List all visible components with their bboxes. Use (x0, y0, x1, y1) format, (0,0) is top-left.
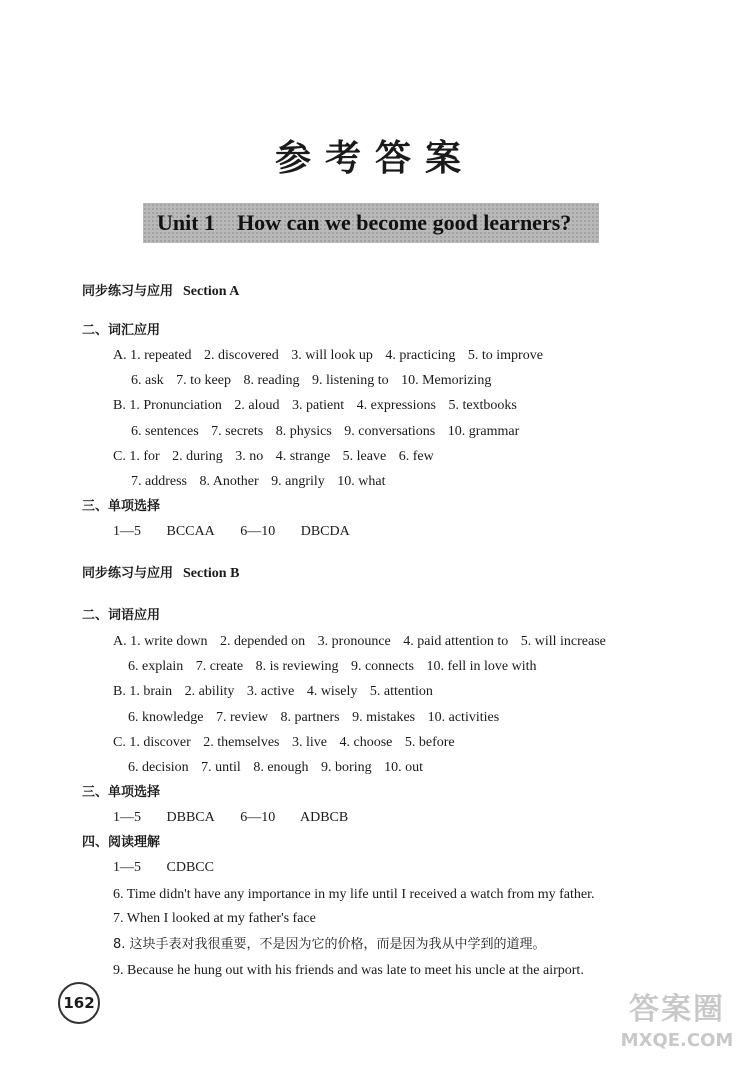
answer-item: 6. explain (128, 659, 184, 674)
answer-item: 5. to improve (467, 348, 543, 363)
answer-item: 2. depended on (220, 634, 306, 649)
answer-item: 5. before (404, 735, 455, 750)
answer-item: 3. patient (292, 398, 345, 413)
watermark-en: MXQE.COM (620, 1030, 734, 1051)
answer-item: 6. knowledge (128, 710, 204, 725)
sa-p3-answers (113, 523, 372, 541)
answer-range: 1—5 (113, 860, 141, 875)
answer-item: 9. listening to (311, 373, 389, 388)
page-number-badge: 162 (58, 982, 100, 1024)
answer-item: 5. attention (369, 684, 433, 699)
answer-item: 9. conversations (344, 424, 436, 439)
answer-item: 2. themselves (203, 735, 280, 750)
answer-item: 9. boring (321, 760, 372, 775)
sb-p2-c-row1 (113, 734, 464, 752)
answer-item: 3. live (292, 735, 327, 750)
answer-item: 2. discovered (204, 348, 279, 363)
section-a-part2-heading: 二、词汇应用 (82, 323, 161, 338)
answer-item: 3. will look up (291, 348, 373, 363)
row-label: B. (113, 684, 126, 699)
answer-item: 9. connects (350, 659, 414, 674)
answer-item: 1. write down (130, 634, 208, 649)
answer-item: 1. for (129, 449, 160, 464)
answer-item: 8. physics (275, 424, 332, 439)
section-a-part3-heading: 三、单项选择 (82, 499, 161, 514)
answer-item: 5. will increase (520, 634, 606, 649)
answer-item: 5. leave (342, 449, 387, 464)
answer-range: 1—5 (113, 524, 141, 539)
answer-letters: CDBCC (166, 860, 214, 875)
answer-item: 10. fell in love with (426, 659, 537, 674)
unit-number: Unit 1 (157, 210, 216, 235)
answer-item: 2. aloud (234, 398, 280, 413)
answer-item: 7. address (131, 474, 187, 489)
section-a-heading (82, 283, 239, 301)
site-watermark (612, 990, 742, 1060)
answer-item: 4. paid attention to (403, 634, 509, 649)
sb-p2-b-row1 (113, 683, 442, 701)
answer-letters: BCCAA (166, 524, 215, 539)
sa-p2-b-row1 (113, 397, 526, 415)
answer-item: 6. ask (131, 373, 164, 388)
answer-letters: ADBCB (299, 810, 349, 825)
sa-p2-a-row1 (113, 347, 552, 365)
row-label: C. (113, 449, 126, 464)
sb-p3-answers (113, 809, 370, 827)
section-b-part2-heading: 二、词语应用 (82, 608, 161, 623)
sb-p4-q7: 7. When I looked at my father's face (113, 911, 316, 926)
answer-range: 6—10 (240, 810, 276, 825)
sa-p2-c-row2 (131, 473, 394, 491)
section-b-part3-heading: 三、单项选择 (82, 785, 161, 800)
answer-item: 8. reading (243, 373, 300, 388)
sb-p2-c-row2 (128, 759, 432, 777)
answer-item: 10. activities (427, 710, 500, 725)
answer-item: 2. ability (184, 684, 235, 699)
answer-range: 1—5 (113, 810, 141, 825)
row-label: B. (113, 398, 126, 413)
answer-item: 4. expressions (356, 398, 436, 413)
answer-item: 7. secrets (211, 424, 264, 439)
answer-item: 1. brain (129, 684, 173, 699)
answer-item: 6. decision (128, 760, 189, 775)
section-heading-cn: 同步练习与应用 (82, 284, 174, 299)
answer-item: 6. few (398, 449, 434, 464)
sb-p2-a-row2 (128, 658, 546, 676)
answer-item: 10. Memorizing (401, 373, 492, 388)
answer-item: 7. review (215, 710, 269, 725)
answer-item: 4. choose (339, 735, 393, 750)
answer-item: 4. strange (275, 449, 331, 464)
answer-item: 1. discover (129, 735, 191, 750)
unit-banner (143, 203, 599, 243)
sb-p4-answers (113, 859, 236, 877)
answer-item: 8. Another (199, 474, 259, 489)
answer-item: 7. until (201, 760, 241, 775)
section-heading-en: Section B (183, 566, 240, 581)
answer-item: 1. Pronunciation (129, 398, 222, 413)
answer-item: 8. enough (253, 760, 309, 775)
page-title: 参考答案 (274, 137, 475, 179)
sb-p2-a-row1 (113, 633, 615, 651)
answer-item: 10. out (384, 760, 423, 775)
sb-p4-q6: 6. Time didn't have any importance in my life until I received a watch from my father. (113, 887, 595, 902)
row-label: C. (113, 735, 126, 750)
watermark-cn: 答案圈 (629, 992, 725, 1027)
answer-item: 9. mistakes (352, 710, 416, 725)
answer-item: 3. pronounce (317, 634, 391, 649)
sa-p2-a-row2 (131, 372, 500, 390)
answer-item: 9. angrily (271, 474, 325, 489)
answer-item: 4. wisely (306, 684, 358, 699)
section-b-part4-heading: 四、阅读理解 (82, 835, 161, 850)
answer-range: 6—10 (240, 524, 276, 539)
answer-item: 7. to keep (176, 373, 231, 388)
answer-item: 2. during (172, 449, 223, 464)
section-b-heading (82, 565, 239, 583)
answer-letters: DBCDA (300, 524, 350, 539)
unit-question: How can we become good learners? (237, 210, 572, 235)
answer-item: 5. textbooks (448, 398, 517, 413)
answer-item: 3. active (246, 684, 295, 699)
row-label: A. (113, 634, 127, 649)
answer-letters: DBBCA (166, 810, 215, 825)
sb-p4-q8: 8. 这块手表对我很重要，不是因为它的价格，而是因为我从中学到的道理。 (113, 937, 546, 952)
answer-item: 8. partners (280, 710, 340, 725)
answer-item: 8. is reviewing (255, 659, 339, 674)
answer-item: 4. practicing (385, 348, 456, 363)
row-label: A. (113, 348, 127, 363)
sa-p2-c-row1 (113, 448, 443, 466)
answer-item: 6. sentences (131, 424, 199, 439)
section-heading-en: Section A (183, 284, 240, 299)
sb-p2-b-row2 (128, 709, 508, 727)
answer-item: 3. no (235, 449, 264, 464)
answer-item: 10. what (337, 474, 386, 489)
answer-item: 7. create (195, 659, 244, 674)
sa-p2-b-row2 (131, 423, 528, 441)
sb-p4-q9: 9. Because he hung out with his friends and was late to meet his uncle at the airport. (113, 963, 584, 978)
section-heading-cn: 同步练习与应用 (82, 566, 174, 581)
answer-item: 1. repeated (130, 348, 192, 363)
answer-item: 10. grammar (447, 424, 520, 439)
